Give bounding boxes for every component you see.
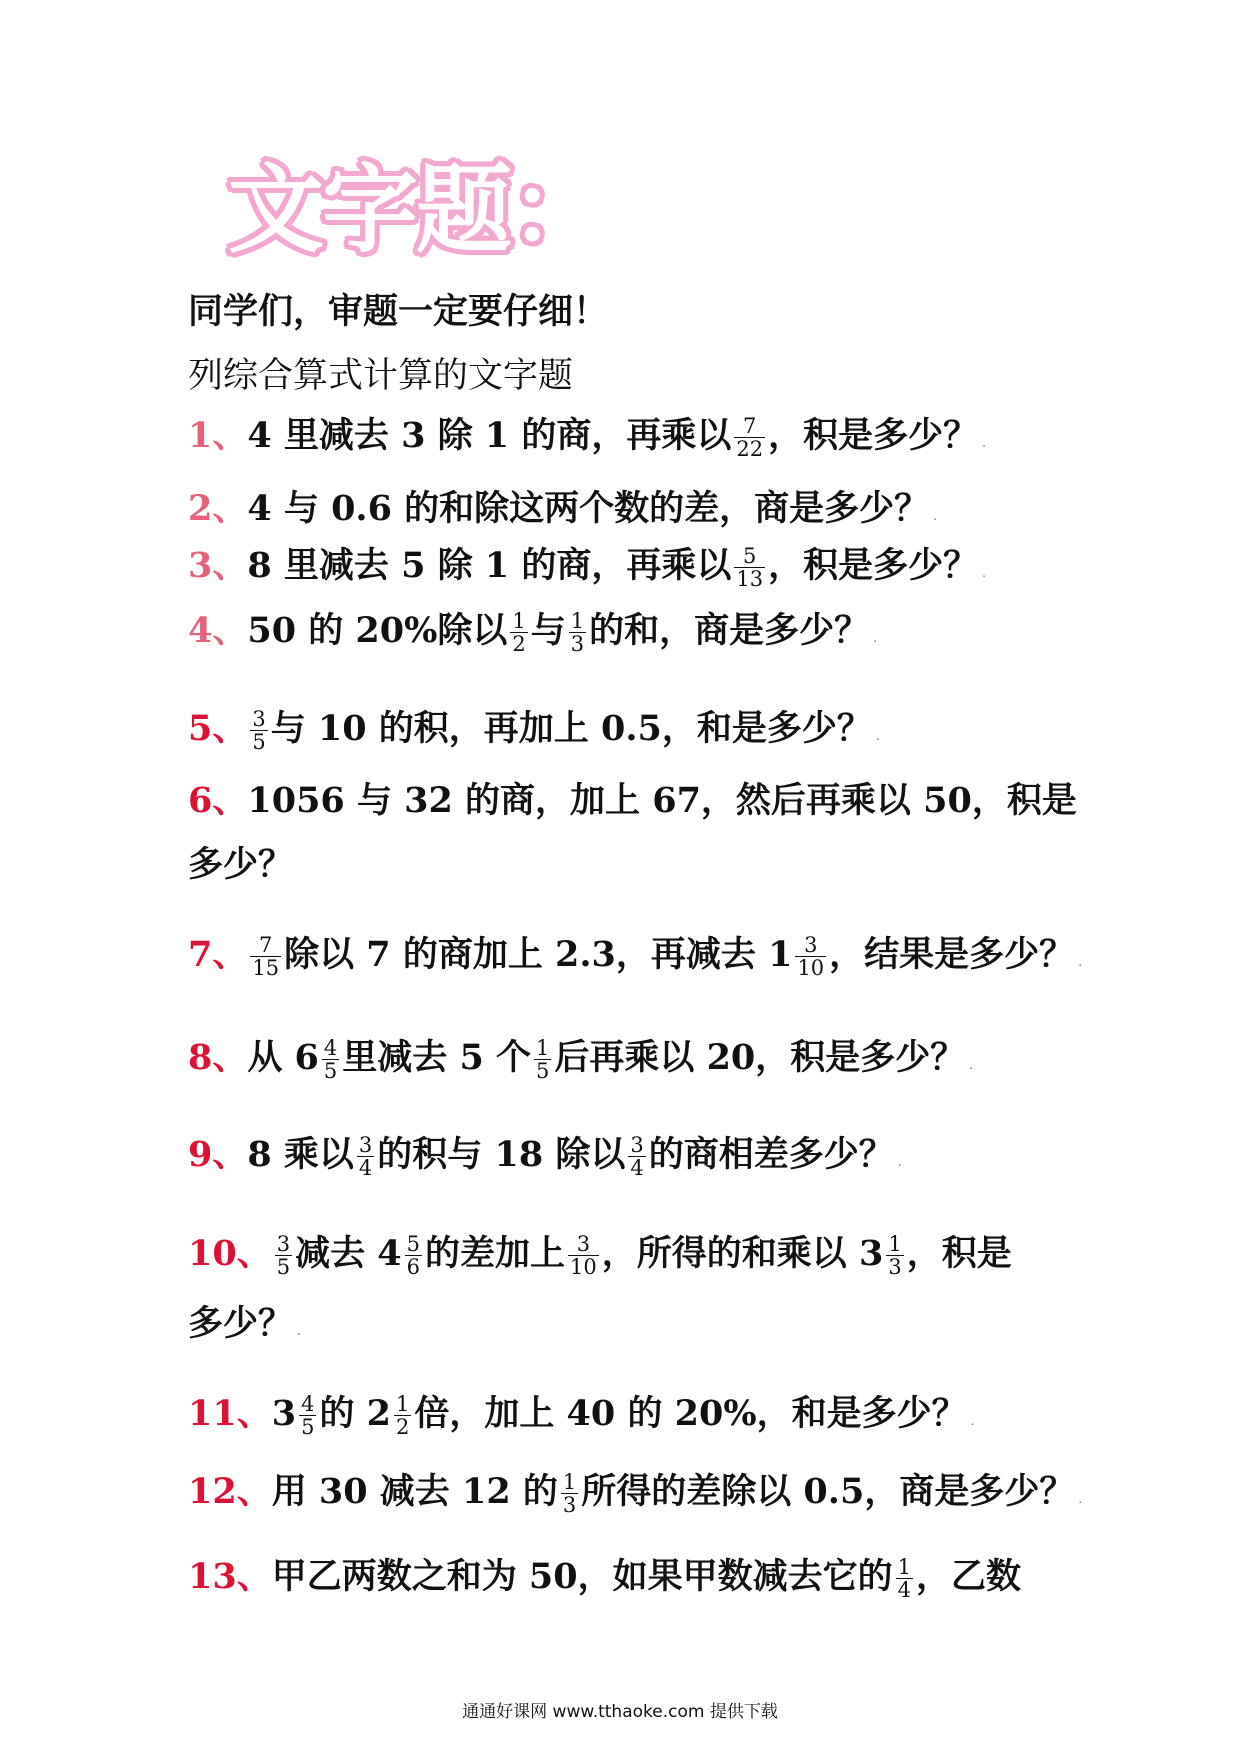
denominator: 2 [512,632,526,656]
denominator: 5 [301,1415,315,1439]
mark: . [1078,955,1083,969]
numerator: 1 [512,609,526,633]
question-number: 11、 [188,1393,272,1434]
denominator: 10 [570,1255,597,1279]
question-text: 多少？ [188,844,294,885]
question-4 [188,609,877,660]
question-number: 8、 [188,1037,248,1078]
fraction [394,1393,411,1438]
numerator: 4 [323,1036,338,1060]
question-text: 4 与 0.6 的和除这两个数的差，商是多少？ [247,488,930,529]
numerator: 3 [252,707,266,731]
mark: . [982,566,986,580]
question-text: ，积是多少？ [768,545,979,586]
mark: . [1078,1492,1083,1506]
denominator: 5 [323,1059,338,1083]
numerator: 3 [358,1133,373,1157]
mark: . [875,729,880,743]
question-text: 的积与 18 除以 [377,1134,626,1175]
question-1 [188,414,986,465]
question-6 [188,779,1077,823]
fraction [250,934,281,979]
numerator: 3 [576,1232,591,1256]
mark: . [873,631,878,645]
denominator: 13 [736,567,764,591]
numerator: 1 [888,1232,902,1256]
denominator: 5 [252,730,266,754]
question-text: 除以 7 的商加上 2.3，再减去 1 [284,934,793,975]
question-text: ，乙数 [916,1556,1022,1597]
denominator: 10 [797,956,825,980]
question-number: 5、 [188,708,248,749]
question-text: 4 里减去 3 除 1 的商，再乘以 [247,415,732,456]
fraction [896,1556,913,1601]
denominator: 5 [276,1255,291,1279]
denominator: 4 [358,1156,373,1180]
intro-line: 同学们，审题一定要仔细！ [188,291,609,332]
question-number: 7、 [188,934,248,975]
question-7 [188,933,1082,984]
question-3 [188,544,986,595]
question-text: 用 30 减去 12 的 [271,1471,558,1512]
fraction [734,545,765,590]
fraction [275,1233,292,1278]
fraction [886,1233,903,1278]
question-13 [188,1555,1021,1601]
denominator: 3 [888,1255,902,1279]
question-number: 3、 [188,545,248,586]
fraction [561,1471,578,1516]
question-text: 所得的差除以 0.5，商是多少？ [581,1471,1075,1512]
denominator: 6 [406,1255,421,1279]
fraction [250,708,267,753]
numerator: 4 [301,1392,315,1416]
mark: . [933,509,937,523]
question-text: 后再乘以 20，积是多少？ [554,1037,966,1078]
numerator: 1 [396,1392,410,1416]
question-text: 从 6 [247,1037,319,1078]
numerator: 7 [743,414,757,438]
fraction [322,1037,339,1082]
numerator: 1 [570,609,585,633]
denominator: 15 [252,956,280,980]
numerator: 1 [562,1470,577,1494]
denominator: 2 [396,1415,410,1439]
question-text: 多少？ [188,1303,294,1344]
question-text: 3 [271,1393,297,1434]
numerator: 5 [743,544,757,568]
fraction [795,934,826,979]
question-text: ，积是多少？ [768,415,979,456]
fraction [569,610,586,655]
denominator: 4 [630,1156,644,1180]
denominator: 3 [570,632,585,656]
question-6-continued [188,843,293,887]
fraction [357,1134,374,1179]
question-number: 4、 [188,610,248,651]
question-text: ，结果是多少？ [829,934,1075,975]
question-text: 的和，商是多少？ [589,610,870,651]
fraction [299,1393,316,1438]
question-text: ，所得的和乘以 3 [601,1233,884,1274]
mark: . [982,436,986,450]
question-text: 倍，加上 40 的 20%，和是多少？ [414,1393,967,1434]
numerator: 3 [276,1232,291,1256]
question-text: 与 [530,610,566,651]
question-number: 2、 [188,488,248,529]
question-text: 50 的 20%除以 [247,610,508,651]
fraction [568,1233,599,1278]
question-text: ，积是 [906,1233,1012,1274]
numerator: 7 [259,933,273,957]
fraction [405,1233,422,1278]
numerator: 1 [897,1555,911,1579]
question-11 [188,1392,974,1443]
question-text: 与 10 的积，再加上 0.5，和是多少？ [270,708,872,749]
question-text: 的 2 [319,1393,391,1434]
fraction [510,610,527,655]
question-10-continued [188,1302,301,1353]
mark: . [297,1324,301,1338]
question-text: 减去 4 [295,1233,402,1274]
question-5 [188,707,880,758]
question-number: 13、 [188,1556,272,1597]
question-text: 的商相差多少？ [648,1134,894,1175]
question-text: 甲乙两数之和为 50，如果甲数减去它的 [271,1556,893,1597]
denominator: 5 [536,1059,550,1083]
mark: . [970,1414,975,1428]
question-text: 1056 与 32 的商，加上 67，然后再乘以 50，积是 [247,780,1077,821]
numerator: 5 [406,1232,421,1256]
question-number: 1、 [188,415,248,456]
question-number: 6、 [188,780,248,821]
fraction [734,415,765,460]
numerator: 3 [804,933,818,957]
subtitle-line: 列综合算式计算的文字题 [188,356,574,396]
question-number: 9、 [188,1134,248,1175]
question-text: 的差加上 [425,1233,566,1274]
question-number: 12、 [188,1471,272,1512]
page-footer: 通通好课网 www.tthaoke.com 提供下载 [462,1702,778,1722]
question-12 [188,1470,1082,1521]
denominator: 3 [562,1493,577,1517]
question-10 [188,1232,1012,1278]
mark: . [969,1058,974,1072]
denominator: 4 [897,1578,911,1602]
numerator: 3 [630,1133,644,1157]
question-9 [188,1133,902,1184]
mark: . [897,1155,902,1169]
page-title: 文字题： [228,154,604,266]
question-text: 里减去 5 个 [342,1037,532,1078]
denominator: 22 [736,437,764,461]
question-8 [188,1036,973,1087]
fraction [534,1037,551,1082]
question-2 [188,487,937,538]
question-text: 8 里减去 5 除 1 的商，再乘以 [247,545,732,586]
question-text: 8 乘以 [247,1134,354,1175]
question-number: 10、 [188,1233,272,1274]
fraction [628,1134,645,1179]
numerator: 1 [536,1036,550,1060]
